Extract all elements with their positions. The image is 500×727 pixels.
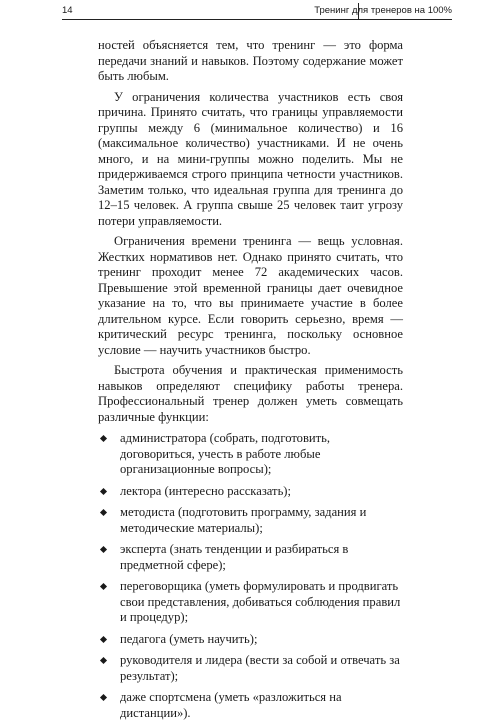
diamond-bullet-icon — [100, 488, 107, 495]
list-item — [98, 690, 403, 721]
diamond-bullet-icon — [100, 636, 107, 643]
functions-list — [98, 431, 403, 721]
diamond-bullet-icon — [100, 694, 107, 701]
list-item — [98, 505, 403, 536]
list-item-text: переговорщика (уметь формулировать и продвигать свои представления, добиваться соблюдения правил и процедур); — [120, 579, 401, 624]
list-item-text: лектора (интересно рассказать); — [120, 483, 291, 498]
list-item — [98, 431, 403, 478]
diamond-bullet-icon — [100, 657, 107, 664]
diamond-bullet-icon — [100, 435, 107, 442]
paragraph-continuation: ностей объясняется тем, что тренинг — это форма передачи знаний и навыков. Поэтому содержание может быть любым. — [98, 38, 403, 83]
body-text — [98, 38, 403, 727]
list-item — [98, 632, 403, 648]
page-header — [62, 3, 452, 20]
list-item-text: педагога (уметь научить); — [120, 631, 258, 646]
list-item-text: администратора (собрать, подготовить, договориться, учесть в работе любые организационные вопросы); — [120, 431, 331, 476]
list-item-text: методиста (подготовить программу, задания и методические материалы); — [120, 505, 367, 535]
list-item-text: эксперта (знать тенденции и разбираться в предметной сфере); — [120, 542, 349, 572]
list-item — [98, 653, 403, 684]
diamond-bullet-icon — [100, 583, 107, 590]
paragraph-functions-intro: Быстрота обучения и практическая применимость навыков определяют специфику работы тренера. Профессиональный тренер должен уметь совмещать различные функции: — [98, 363, 403, 424]
list-item — [98, 542, 403, 573]
list-item-text: руководителя и лидера (вести за собой и отвечать за результат); — [120, 653, 400, 683]
list-item — [98, 579, 403, 626]
diamond-bullet-icon — [100, 509, 107, 516]
list-item-text: даже спортсмена (уметь «разложиться на дистанции»). — [120, 690, 342, 720]
paragraph-time: Ограничения времени тренинга — вещь условная. Жестких нормативов нет. Однако принято считать, что тренинг проходит менее 72 академических часов. Превышение этой временной границы дает очевидное указание на то, что вы принимаете участие в более длительном курсе. Если говорить серьезно, время — критический ресурс тренинга, поскольку основное условие — научить участников быстро. — [98, 234, 403, 357]
paragraph-participants: У ограничения количества участников есть своя причина. Принято считать, что границы управляемости группы между 6 (минимальное количество) и 16 (максимальное количество) участниками. И не очень много, и на мини-группы можно поделить. Мы не придерживаемся строго принципа четности участников. Заметим только, что идеальная группа для тренинга до 12–15 человек. А группа свыше 25 человек таит угрозу потери управляемости. — [98, 89, 403, 228]
running-title: Тренинг для тренеров на 100% — [314, 5, 452, 16]
diamond-bullet-icon — [100, 546, 107, 553]
page-number: 14 — [62, 5, 73, 16]
list-item — [98, 484, 403, 500]
